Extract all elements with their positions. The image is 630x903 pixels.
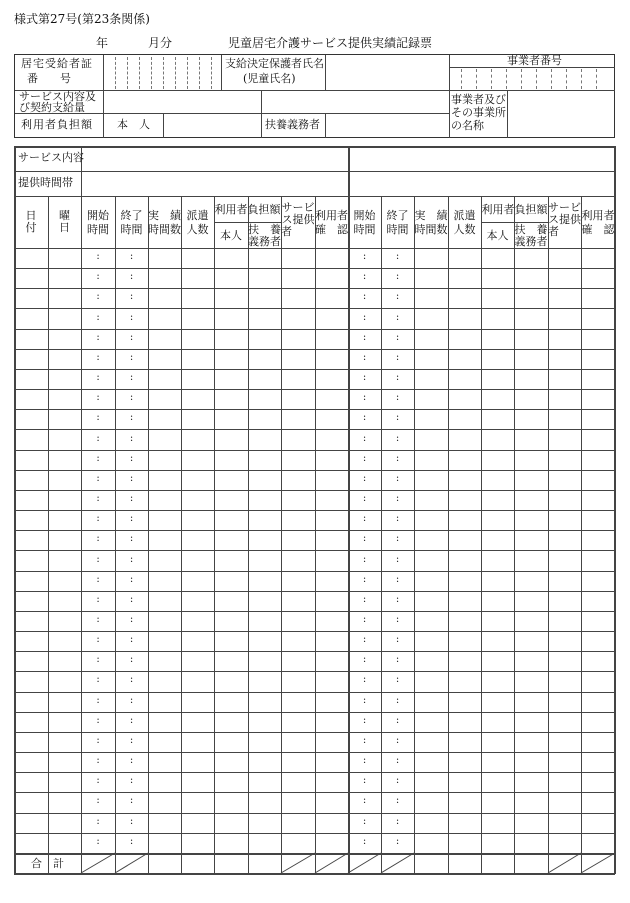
left-end-header: 時間 [120, 223, 143, 236]
time-colon: : [96, 735, 100, 746]
time-colon: : [395, 755, 400, 766]
time-colon: : [395, 392, 400, 403]
time-colon: : [362, 755, 367, 766]
time-colon: : [362, 513, 367, 524]
body-row-line [14, 550, 615, 551]
body-row-line [14, 591, 615, 592]
time-colon: : [395, 533, 400, 544]
time-colon: : [129, 594, 134, 605]
time-colon: : [129, 332, 134, 343]
date-header: 日 [25, 209, 37, 222]
service-amount-label-2: び契約支給量 [19, 101, 85, 114]
time-colon: : [96, 795, 100, 806]
body-row-line [14, 732, 615, 733]
time-colon: : [129, 473, 134, 484]
time-colon: : [395, 795, 400, 806]
right-dispatch-header: 派遣 [453, 209, 476, 222]
time-colon: : [129, 735, 134, 746]
left-confirm-header: 確 認 [315, 223, 348, 236]
body-row-line [14, 651, 615, 652]
time-colon: : [395, 654, 400, 665]
total-diagonal-mark [348, 853, 381, 873]
time-colon: : [362, 412, 367, 423]
time-colon: : [362, 816, 367, 827]
row-line [14, 171, 615, 172]
time-zone-label: 提供時間帯 [18, 176, 73, 189]
time-colon: : [395, 312, 400, 323]
time-colon: : [129, 836, 134, 847]
time-colon: : [96, 291, 100, 302]
left-actual-header: 時間数 [148, 223, 181, 236]
body-row-line [14, 329, 615, 330]
time-colon: : [362, 493, 367, 504]
time-colon: : [362, 594, 367, 605]
body-row-line [14, 450, 615, 451]
time-colon: : [129, 433, 134, 444]
right-start-header: 時間 [353, 223, 376, 236]
time-colon: : [129, 695, 134, 706]
time-colon: : [96, 453, 100, 464]
time-colon: : [395, 695, 400, 706]
supporter-label: 扶養義務者 [265, 118, 320, 131]
time-colon: : [96, 614, 100, 625]
time-colon: : [395, 493, 400, 504]
time-colon: : [395, 412, 400, 423]
time-colon: : [129, 513, 134, 524]
time-colon: : [96, 392, 100, 403]
time-colon: : [395, 836, 400, 847]
time-colon: : [96, 412, 100, 423]
left-actual-header: 実 績 [148, 209, 181, 222]
left-dispatch-header: 派遣 [186, 209, 209, 222]
time-colon: : [362, 453, 367, 464]
time-colon: : [395, 554, 400, 565]
time-colon: : [129, 251, 134, 262]
time-colon: : [395, 775, 400, 786]
time-colon: : [362, 291, 367, 302]
time-colon: : [129, 715, 134, 726]
time-colon: : [395, 634, 400, 645]
time-colon: : [395, 614, 400, 625]
body-row-line [14, 308, 615, 309]
right-confirm-header: 確 認 [581, 223, 615, 236]
right-dispatch-header: 人数 [453, 223, 476, 236]
right-start-header: 開始 [353, 209, 376, 222]
time-colon: : [362, 433, 367, 444]
recipient-number-label-2: 番 号 [27, 72, 71, 85]
total-diagonal-mark [315, 853, 348, 873]
left-burden-header: 利用者負担額 [214, 203, 281, 216]
right-burden-header: 利用者負担額 [481, 203, 548, 216]
total-diagonal-mark [548, 853, 581, 873]
right-self-header: 本人 [486, 229, 509, 242]
time-colon: : [96, 594, 100, 605]
time-colon: : [96, 433, 100, 444]
right-provider-header: サービ [548, 201, 581, 214]
time-colon: : [395, 372, 400, 383]
time-colon: : [395, 473, 400, 484]
left-provider-header: ス提供 [281, 213, 315, 226]
time-colon: : [362, 795, 367, 806]
left-start-header: 開始 [87, 209, 109, 222]
time-colon: : [96, 836, 100, 847]
time-colon: : [362, 352, 367, 363]
time-colon: : [362, 574, 367, 585]
right-actual-header: 実 績 [414, 209, 448, 222]
provider-name-label-1: 事業者及び [451, 93, 506, 106]
time-colon: : [129, 493, 134, 504]
time-colon: : [362, 654, 367, 665]
time-colon: : [129, 634, 134, 645]
left-dispatch-header: 人数 [186, 223, 209, 236]
time-colon: : [362, 533, 367, 544]
left-confirm-header: 利用者 [315, 209, 348, 222]
time-colon: : [96, 554, 100, 565]
time-colon: : [362, 332, 367, 343]
right-end-header: 時間 [386, 223, 409, 236]
time-colon: : [395, 513, 400, 524]
provider-name-label-2: その事業所 [451, 106, 506, 119]
time-colon: : [362, 251, 367, 262]
time-colon: : [395, 715, 400, 726]
right-supporter-header: 義務者 [514, 235, 548, 248]
time-colon: : [395, 332, 400, 343]
right-actual-header: 時間数 [414, 223, 448, 236]
service-amount-label-1: サービス内容及 [19, 90, 96, 103]
body-row-line [14, 833, 615, 834]
time-colon: : [129, 614, 134, 625]
table-top-border [14, 146, 615, 148]
total-diagonal-mark [81, 853, 115, 873]
body-row-line [14, 389, 615, 390]
time-colon: : [362, 634, 367, 645]
body-row-line [14, 692, 615, 693]
time-colon: : [362, 271, 367, 282]
time-colon: : [129, 412, 134, 423]
weekday-header: 日 [59, 221, 70, 234]
time-colon: : [129, 533, 134, 544]
time-colon: : [96, 755, 100, 766]
total-diagonal-mark [381, 853, 414, 873]
time-colon: : [129, 291, 134, 302]
right-supporter-header: 扶 養 [514, 223, 548, 236]
body-row-line [14, 813, 615, 814]
body-row-line [14, 409, 615, 410]
time-colon: : [395, 574, 400, 585]
date-header: 付 [25, 221, 37, 234]
burden-amount-label: 利用者負担額 [21, 118, 93, 131]
provider-name-label-3: の名称 [451, 119, 484, 132]
body-row-line [14, 349, 615, 350]
time-colon: : [395, 594, 400, 605]
time-colon: : [129, 392, 134, 403]
left-end-header: 終了 [120, 209, 143, 222]
time-colon: : [362, 775, 367, 786]
time-colon: : [362, 674, 367, 685]
recipient-number-label-1: 居宅受給者証 [21, 57, 93, 70]
time-colon: : [362, 614, 367, 625]
right-provider-header: ス提供 [548, 213, 581, 226]
service-content-label: サービス内容 [18, 151, 84, 164]
time-colon: : [395, 674, 400, 685]
time-colon: : [395, 816, 400, 827]
self-label: 本 人 [117, 118, 150, 131]
body-row-line [14, 429, 615, 430]
time-colon: : [362, 372, 367, 383]
time-colon: : [96, 473, 100, 484]
left-provider-header: サービ [281, 201, 315, 214]
time-colon: : [362, 554, 367, 565]
left-supporter-header: 扶 養 [248, 223, 281, 236]
time-colon: : [96, 251, 100, 262]
month-label: 月分 [148, 36, 173, 50]
time-colon: : [129, 795, 134, 806]
guardian-name-label-1: 支給決定保護者氏名 [225, 57, 324, 70]
provider-number-label: 事業者番号 [507, 54, 562, 67]
body-row-line [14, 631, 615, 632]
time-colon: : [129, 674, 134, 685]
time-colon: : [129, 453, 134, 464]
time-colon: : [362, 392, 367, 403]
time-colon: : [96, 352, 100, 363]
time-colon: : [96, 372, 100, 383]
left-start-header: 時間 [87, 223, 109, 236]
time-colon: : [362, 836, 367, 847]
left-supporter-header: 義務者 [248, 235, 281, 248]
time-colon: : [362, 715, 367, 726]
table-bottom-border [14, 873, 615, 875]
time-colon: : [96, 332, 100, 343]
total-diagonal-mark [581, 853, 615, 873]
time-colon: : [96, 674, 100, 685]
body-row-line [14, 268, 615, 269]
time-colon: : [395, 271, 400, 282]
body-row-line [14, 772, 615, 773]
right-end-header: 終了 [386, 209, 409, 222]
body-row-line [14, 712, 615, 713]
time-colon: : [96, 695, 100, 706]
time-colon: : [362, 735, 367, 746]
time-colon: : [129, 271, 134, 282]
body-row-line [14, 288, 615, 289]
time-colon: : [129, 352, 134, 363]
body-row-line [14, 792, 615, 793]
header-info-table [14, 54, 615, 138]
form-title: 児童居宅介護サービス提供実績記録票 [228, 36, 433, 50]
time-colon: : [96, 775, 100, 786]
body-row-line [14, 752, 615, 753]
body-row-line [14, 671, 615, 672]
body-row-line [14, 611, 615, 612]
weekday-header: 曜 [59, 209, 70, 222]
time-colon: : [129, 654, 134, 665]
body-row-line [14, 470, 615, 471]
time-colon: : [96, 654, 100, 665]
time-colon: : [395, 352, 400, 363]
right-provider-header: 者 [548, 225, 559, 238]
time-colon: : [129, 755, 134, 766]
time-colon: : [96, 816, 100, 827]
time-colon: : [129, 312, 134, 323]
time-colon: : [129, 775, 134, 786]
time-colon: : [96, 312, 100, 323]
right-confirm-header: 利用者 [581, 209, 615, 222]
time-colon: : [96, 574, 100, 585]
time-colon: : [395, 735, 400, 746]
left-provider-header: 者 [281, 225, 292, 238]
time-colon: : [96, 513, 100, 524]
left-self-header: 本人 [220, 229, 242, 242]
time-colon: : [395, 291, 400, 302]
total-diagonal-mark [115, 853, 148, 873]
time-colon: : [96, 271, 100, 282]
body-row-line [14, 571, 615, 572]
time-colon: : [395, 251, 400, 262]
time-colon: : [129, 574, 134, 585]
total-label: 合 計 [31, 857, 64, 870]
body-row-line [14, 490, 615, 491]
body-row-line [14, 369, 615, 370]
time-colon: : [362, 473, 367, 484]
guardian-name-label-2: (児童氏名) [243, 72, 296, 85]
year-label: 年 [96, 36, 109, 50]
time-colon: : [362, 695, 367, 706]
time-colon: : [129, 816, 134, 827]
time-colon: : [96, 715, 100, 726]
body-row-line [14, 510, 615, 511]
form-number: 様式第27号(第23条関係) [14, 12, 150, 26]
time-colon: : [96, 634, 100, 645]
time-colon: : [129, 372, 134, 383]
body-row-line [14, 530, 615, 531]
time-colon: : [96, 493, 100, 504]
time-colon: : [362, 312, 367, 323]
time-colon: : [96, 533, 100, 544]
time-colon: : [129, 554, 134, 565]
time-colon: : [395, 453, 400, 464]
time-colon: : [395, 433, 400, 444]
total-diagonal-mark [281, 853, 315, 873]
